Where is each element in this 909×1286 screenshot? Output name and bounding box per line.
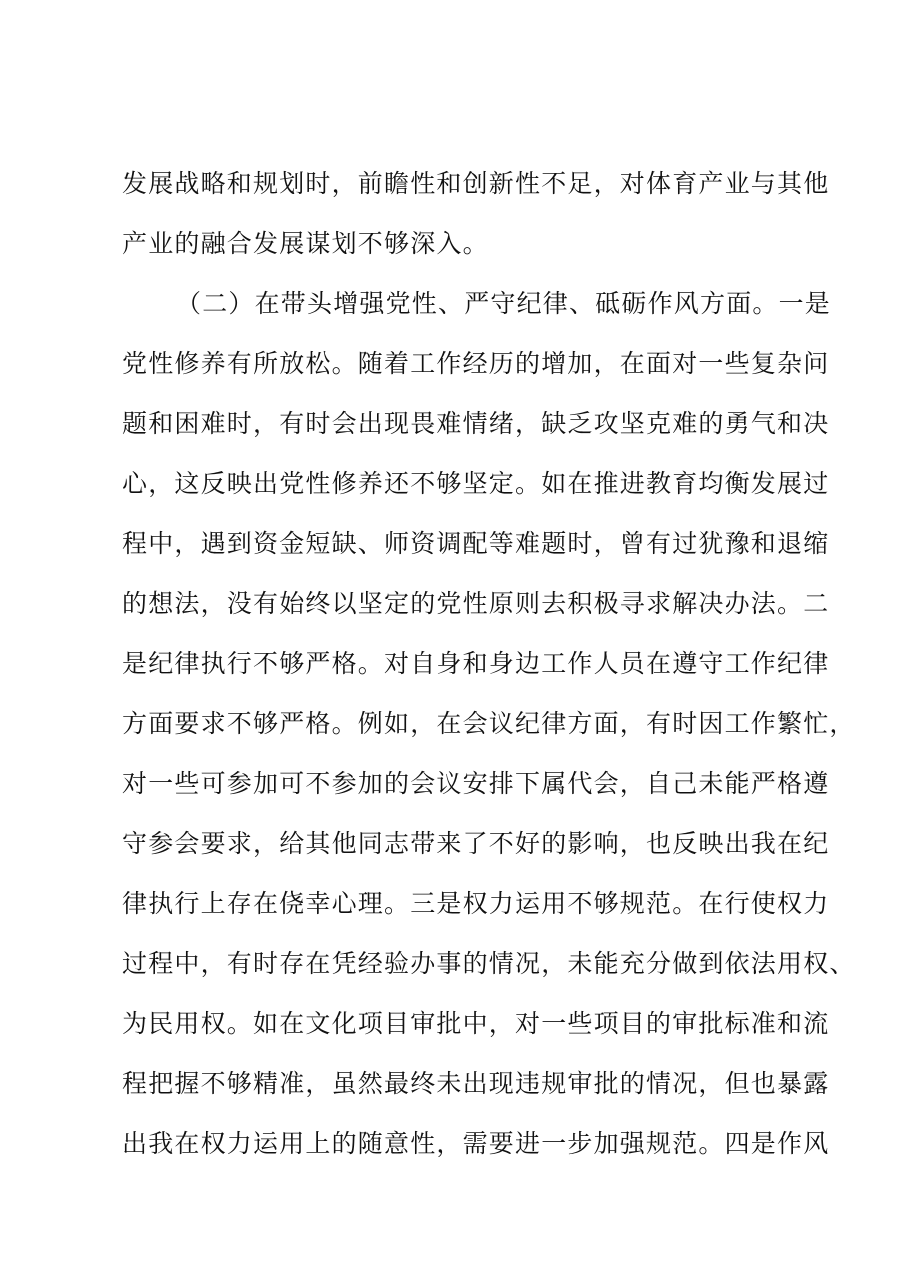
text-line-8: 的想法，没有始终以坚定的党性原则去积极寻求解决办法。二 — [122, 589, 830, 618]
section-heading-line: （二）在带头增强党性、严守纪律、砥砺作风方面。一是 — [176, 289, 832, 318]
text-line-6: 心，这反映出党性修养还不够坚定。如在推进教育均衡发展过 — [122, 469, 830, 498]
text-line-12: 守参会要求，给其他同志带来了不好的影响，也反映出我在纪 — [122, 829, 830, 858]
text-line-9: 是纪律执行不够严格。对自身和身边工作人员在遵守工作纪律 — [122, 649, 830, 678]
text-line-11: 对一些可参加可不参加的会议安排下属代会，自己未能严格遵 — [122, 769, 830, 798]
text-line-14: 过程中，有时存在凭经验办事的情况，未能充分做到依法用权、 — [122, 949, 856, 978]
text-line-4: 党性修养有所放松。随着工作经历的增加，在面对一些复杂问 — [122, 349, 830, 378]
text-line-7: 程中，遇到资金短缺、师资调配等难题时，曾有过犹豫和退缩 — [122, 529, 830, 558]
text-line-1: 发展战略和规划时，前瞻性和创新性不足，对体育产业与其他 — [122, 169, 830, 198]
text-line-10: 方面要求不够严格。例如，在会议纪律方面，有时因工作繁忙， — [122, 709, 856, 738]
text-line-5: 题和困难时，有时会出现畏难情绪，缺乏攻坚克难的勇气和决 — [122, 409, 830, 438]
text-line-13: 律执行上存在侥幸心理。三是权力运用不够规范。在行使权力 — [122, 889, 830, 918]
text-line-16: 程把握不够精准，虽然最终未出现违规审批的情况，但也暴露 — [122, 1069, 830, 1098]
text-line-17: 出我在权力运用上的随意性，需要进一步加强规范。四是作风 — [122, 1129, 830, 1158]
text-line-2: 产业的融合发展谋划不够深入。 — [122, 229, 489, 258]
text-line-15: 为民用权。如在文化项目审批中，对一些项目的审批标准和流 — [122, 1009, 830, 1038]
